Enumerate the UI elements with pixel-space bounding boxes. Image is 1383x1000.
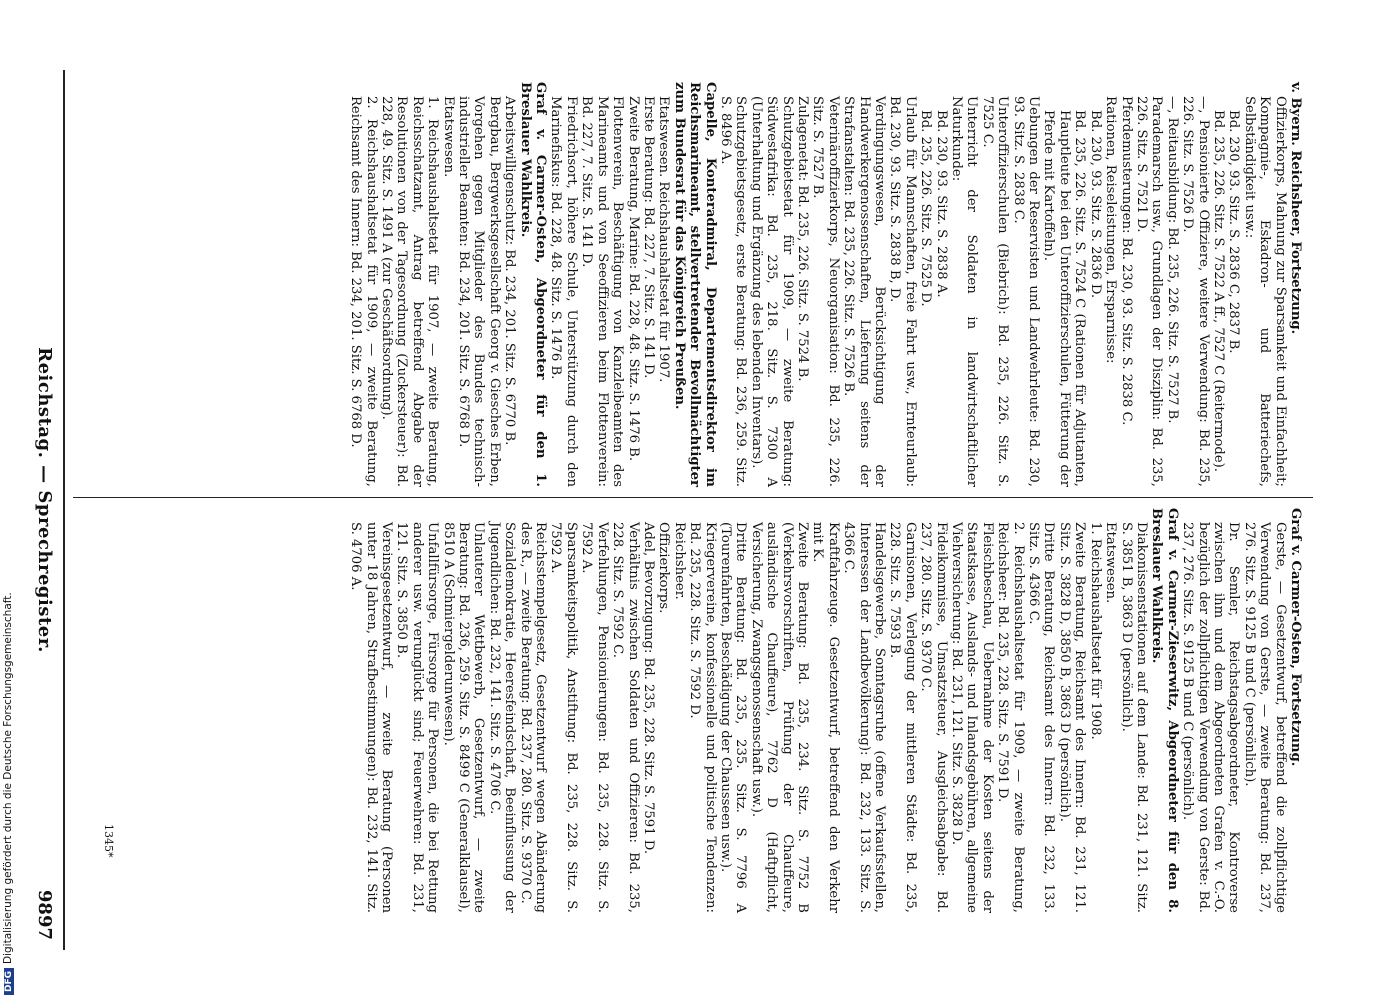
index-entry: Bd. 235, 226. Sitz. S. 7525 D. (918, 110, 934, 307)
right-column (78, 508, 1303, 913)
index-entry: Garnisonen, Verlegung der mittleren Städte: Bd. 235, 228. Sitz. S. 7593 B. (887, 522, 918, 913)
page-number: 9897 (34, 889, 55, 940)
page-header (25, 0, 55, 1000)
index-entry: Unfallfürsorge, Fürsorge für Personen, die bei Rettung anderer usw. verunglückt sind; Feuerwehren: Bd. 231, 121. Sitz. S. 3850 B. (394, 522, 441, 913)
index-entry: Etatswesen. Reichshaushaltsetat für 1907. (656, 96, 672, 383)
index-entry: Fideikommisse, Umsatzsteuer, Ausgleichsabgabe: Bd. 237, 280. Sitz. S. 9370 C. (918, 522, 949, 913)
index-entry: Bd. 235, 226. Sitz. S. 7524 C (Rationen für Adjutanten, Hauptleute bei den Unteroffizierschulen, Fütterung der Pferde mit Kartoffeln). (1041, 110, 1088, 487)
index-entry: 2. Reichshaushaltsetat für 1909, — zweite Beratung, Reichsheer: Bd. 235, 228. Sitz. S. 7591 D. (995, 522, 1026, 913)
column-divider (73, 497, 1313, 498)
index-entry: Reichsstempelgesetz, Gesetzentwurf wegen Abänderung des R., — zweite Beratung: Bd. 237, 280. Sitz. S. 9370 C. (517, 522, 549, 913)
index-entry: Parademarsch usw., Grundlagen der Disziplin: Bd. 235, 226. Sitz. S. 7521 D. (1133, 96, 1165, 487)
index-entry: Sozialdemokratie, Heeresfeindschaft, Beeinflussung der Jugendlichen: Bd. 232, 141. Sitz. S. 4706 C. (486, 522, 518, 913)
index-entry: Fleischbeschau, Uebernahme der Kosten seitens der Staatskasse, Auslands- und Inlandsgebühren, allgemeine Viehversicherung: Bd. 231, 121. Sitz. S. 3828 D. (949, 522, 995, 913)
index-entry: Kriegervereine, konfessionelle und politische Tendenzen: Bd. 235, 228. Sitz. S. 7592 D. (687, 522, 718, 913)
index-entry: Diakonissenstationen auf dem Lande: Bd. 231, 121. Sitz. S. 3851 B, 3863 D (persönlich). (1118, 522, 1149, 913)
index-entry: Gerste, — Gesetzentwurf, betreffend die zollpflichtige Verwendung von Gerste, — zweite Beratung: Bd. 237, 276. Sitz. S. 9125 B und C (persönlich). (1241, 522, 1288, 913)
index-entry: 1. Reichshaushaltsetat für 1908. (1087, 522, 1103, 740)
dfg-logo: DFG (4, 968, 14, 995)
index-entry: Unlauterer Wettbewerb, Gesetzentwurf, — zweite Beratung: Bd. 236, 259. Sitz. S. 8499 C (Generalklausel), 8510 A (Schmiergelderunwesen). (440, 522, 487, 913)
index-entry: Pferdemusterungen: Bd. 230, 93. Sitz. S. 2838 C. (1118, 96, 1134, 426)
index-entry: Adel, Bevorzugung: Bd. 235, 228. Sitz. S. 7591 D. (640, 522, 656, 855)
index-entry: —, Pensionierte Offiziere, weitere Verwendung: Bd. 235, 226. Sitz. S. 7526 D. (1180, 96, 1211, 487)
index-entry: Uebungen der Reservisten und Landwehrleute: Bd. 230, 93. Sitz. S. 2838 C. (1010, 96, 1042, 487)
index-entry: Rationen, Reiseleistungen, Ersparnisse: (1103, 96, 1119, 364)
index-entry: Reichsheer. (671, 522, 687, 600)
index-entry: Dritte Beratung: Bd. 235, 235. Sitz. S. 7796 A (Tourenfahrten, Beschädigung der Chausseen usw.). (717, 522, 749, 913)
index-entry: —, Reitausbildung: Bd. 235, 226. Sitz. S. 7527 B. (1164, 96, 1180, 424)
index-entry: 1. Reichshaushaltsetat für 1907, — zweite Beratung, Reichsschatzamt, Antrag betreffend Abgabe der Resolutionen von der Tagesordnung (Zuckersteuer): Bd. 228, 49. Sitz. S. 1491 A (zur Geschäftsordnung). (379, 96, 441, 487)
index-entry: Friedrichsort, höhere Schule, Unterstützung durch den Marinefiskus: Bd. 228, 48. Sitz. S. 1476 B. (548, 96, 579, 487)
index-entry: Zulagenetat: Bd. 235, 226. Sitz. S. 7524 B. (795, 96, 810, 382)
running-title: Reichstag. — Sprechregister. (34, 347, 55, 653)
index-entry: Zweite Beratung, Marine: Bd. 228, 48. Sitz. S. 1476 B. (625, 96, 641, 462)
index-entry: Verhältnis zwischen Soldaten und Offizieren: Bd. 235, 228. Sitz. S. 7592 C. (610, 522, 641, 913)
index-entry: Zweite Beratung, Reichsamt des Innern: Bd. 231, 121. Sitz. S. 3828 D, 3850 B, 3863 D (persönlich). (1056, 522, 1088, 913)
index-entry: Verfehlungen, Pensionierungen: Bd. 235, 228. Sitz. S. 7592 A. (579, 522, 610, 913)
index-entry: Veterinäroffizierkorps, Neuorganisation: Bd. 235, 226. Sitz. S. 7527 B. (810, 96, 841, 487)
footer-page-mark: 1345* (102, 824, 115, 858)
index-entry: Bd. 230, 93. Sitz. S. 2836 D. (1087, 110, 1103, 299)
index-entry: Handelsgewerbe, Sonntagsruhe (offene Verkaufsstellen, Interessen der Landbevölkerung): Bd. 232, 133. Sitz. S. 4366 C. (841, 522, 888, 913)
index-entry: Offizierkorps, Mahnung zur Sparsamkeit und Einfachheit; Kompagnie-, Eskadron- und Batteriechefs, Selbständigkeit usw.: (1241, 96, 1288, 487)
index-entry: 2. Reichshaushaltsetat für 1909, — zweite Beratung, Reichsamt des Innern: Bd. 234, 201. Sitz. S. 6768 D. (348, 96, 379, 487)
index-entry: Schutzgebietsgesetz, erste Beratung: Bd. 236, 259. Sitz. S. 8496 A. (717, 96, 749, 487)
index-entry: Graf v. Carmer-Zieserwitz, Abgeordneter für den 8. Breslauer Wahlkreis. (1149, 508, 1180, 913)
index-entry: Etatswesen. (440, 96, 456, 178)
left-column (78, 82, 1303, 487)
index-entry: Unteroffizierschulen (Biebrich): Bd. 235, 226. Sitz. S. 7525 C. (979, 96, 1011, 487)
index-entry: Verdingungswesen, Berücksichtigung der Handwerkergenossenschaften, Lieferung seitens der Strafanstalten: Bd. 235, 226. Sitz. S. 7526 B. (841, 96, 888, 487)
index-entry: Urlaub für Mannschaften, freie Fahrt usw., Ernteurlaub: Bd. 230, 93. Sitz. S. 2838 B, D. (887, 96, 918, 487)
index-entry: Dritte Beratung, Reichsamt des Innern: Bd. 232, 133. Sitz. S. 4366 C. (1026, 522, 1057, 913)
index-entry: Graf v. Carmer-Osten, Abgeordneter für den 1. Breslauer Wahlkreis. (517, 82, 549, 487)
index-entry: Bd. 230, 93. Sitz. S. 2838 A. (933, 110, 949, 298)
index-entry: Erste Beratung: Bd. 227, 7. Sitz. S. 141 D. (640, 96, 656, 379)
index-entry: Bd. 230, 93. Sitz. S. 2836 C, 2837 B. (1226, 110, 1242, 354)
index-entry: Zweite Beratung: Bd. 235, 234. Sitz. S. 7752 B (Verkehrsvorschriften, Prüfung der Chauffeure, ausländische Chauffeure), 7762 D (Haftpflicht, Versicherung, Zwangsgenossenschaft usw.). (748, 522, 810, 913)
index-entry: Bd. 235, 226. Sitz. S. 7522 A ff., 7527 C (Reitermode). (1210, 110, 1226, 472)
index-entry: Sparsamkeitspolitik, Anstiftung: Bd. 235, 228. Sitz. S. 7592 A. (548, 522, 579, 913)
digitization-sidebar (2, 592, 16, 995)
index-entry: Kraftfahrzeuge. Gesetzentwurf, betreffend den Verkehr mit K. (810, 522, 841, 913)
index-entry: Capelle, Konteradmiral, Departementsdirektor im Reichsmarineamt, stellvertretender Bevollmächtigter zum Bundesrat für das Königreich Preußen. (671, 82, 718, 487)
index-entry: Vereinsgesetzentwurf, — zweite Beratung (Personen unter 18 Jahren, Strafbestimmungen): Bd. 232, 141. Sitz. S. 4706 A. (348, 522, 395, 913)
index-entry: Graf v. Carmer-Osten, Fortsetzung. (1288, 508, 1303, 767)
index-entry: Bergbau, Bergwerksgesellschaft Georg v. Giesches Erben, Vorgehen gegen Mitglieder des Bundes technisch-industrieller Beamten: Bd. 234, 201. Sitz. S. 6768 D. (456, 96, 502, 487)
index-entry: Schutzgebietsetat für 1909, — zweite Beratung: Südwestafrika: Bd. 235, 218. Sitz. S. 7300 A (Unterhaltung und Ergänzung des lebenden Inventars). (748, 96, 795, 487)
index-entry: v. Byern. Reichsheer, Fortsetzung. (1288, 82, 1303, 335)
index-entry: Etatswesen. (1103, 522, 1119, 604)
index-entry: Arbeitswilligenschutz: Bd. 234, 201. Sitz. S. 6770 B. (502, 96, 518, 446)
index-entry: Flottenverein, Beschäftigung von Kanzleibeamten des Marineamts und von Seeoffizieren beim Flottenverein: Bd. 227, 7. Sitz. S. 141 D. (579, 96, 626, 487)
sidebar-credit: Digitalisierung gefördert durch die Deutsche Forschungsgemeinschaft. (2, 592, 14, 964)
index-entry: Unterricht der Soldaten in landwirtschaftlicher Naturkunde: (949, 96, 980, 487)
index-entry: Dr. Semler, Reichstagsabgeordneter, Kontroverse zwischen ihm und dem Abgeordneten Grafen v. C.-O. bezüglich der zollpflichtigen Verwendung von Gerste: Bd. 237, 276. Sitz. S. 9125 B und C (persönlich). (1180, 522, 1242, 913)
header-rule (64, 70, 66, 950)
index-entry: Offizierkorps. (656, 522, 672, 614)
